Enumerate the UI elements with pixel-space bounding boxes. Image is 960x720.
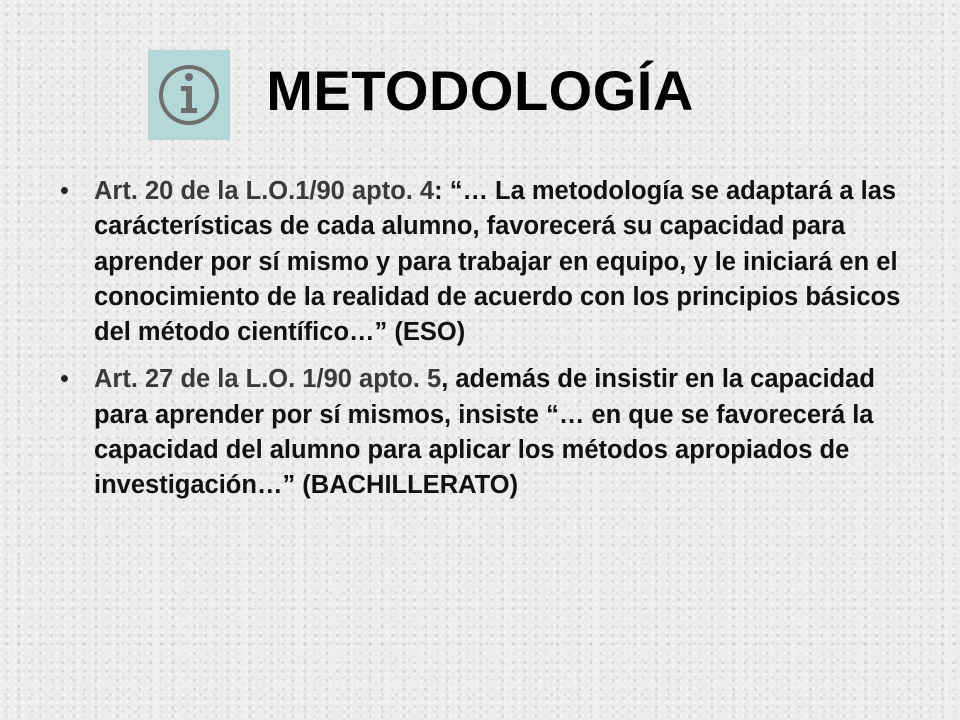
info-icon bbox=[148, 50, 230, 140]
bullet-marker: • bbox=[60, 177, 69, 205]
article-reference: Art. 20 de la L.O.1/90 apto. 4 bbox=[94, 177, 435, 205]
bullet-list bbox=[58, 174, 918, 516]
list-item bbox=[58, 362, 918, 503]
bullet-text: : “… La metodología se adaptará a las carácterísticas de cada alumno, favorecerá su capacidad para aprender por sí mismo y para trabajar en equipo, y le iniciará en el conocimiento de la realidad de acuerdo con los principios básicos del método científico…” (ESO) bbox=[94, 177, 901, 347]
article-reference: Art. 27 de la L.O. 1/90 apto. 5 bbox=[94, 365, 442, 394]
page-title: METODOLOGÍA bbox=[266, 59, 694, 122]
bullet-marker: • bbox=[60, 365, 69, 394]
bullet-text: , además de insistir en la capacidad para aprender por sí mismos, insiste “… en que se favorecerá la capacidad del alumno para aplicar los métodos apropiados de investigación…” (BACHILLERATO) bbox=[94, 365, 875, 500]
list-item bbox=[58, 174, 918, 350]
